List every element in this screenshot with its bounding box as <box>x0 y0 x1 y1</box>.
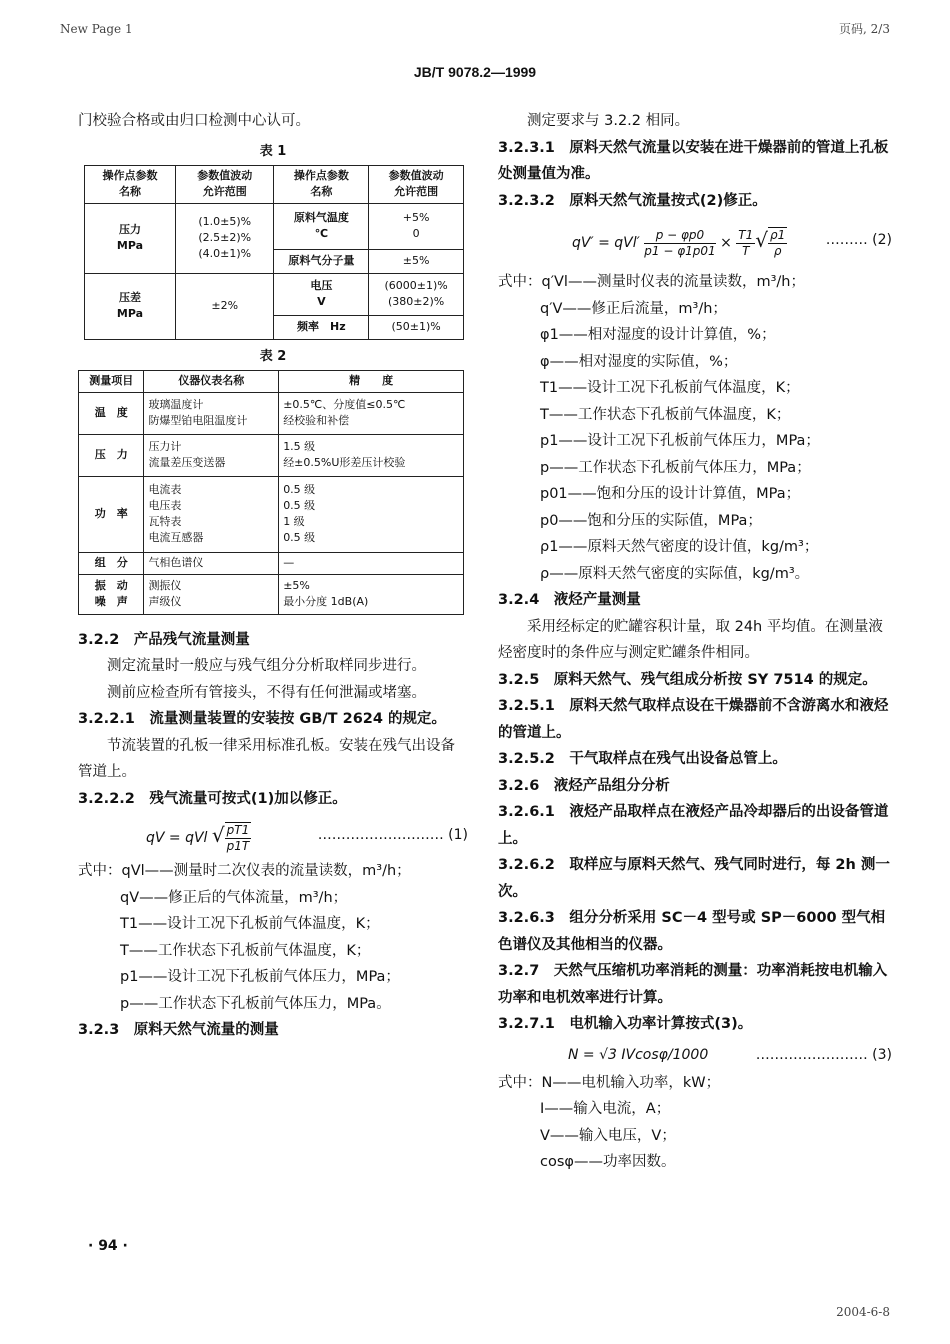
table-cell: 电流表 电压表 瓦特表 电流互感器 <box>144 476 279 552</box>
denominator: p1T <box>226 839 250 853</box>
table-cell: ±5% <box>369 249 464 273</box>
table-cell: 压差 MPa <box>85 273 176 339</box>
table-header: 仪器仪表名称 <box>144 370 279 392</box>
definition: V——输入电压，V； <box>540 1127 676 1144</box>
formula-number: ……… (2) <box>825 232 892 248</box>
table-cell: 气相色谱仪 <box>144 552 279 574</box>
footer-date: 2004-6-8 <box>836 1305 890 1319</box>
definition: I——输入电流，A； <box>540 1101 671 1117</box>
table-cell: (50±1)% <box>369 315 464 339</box>
definition: q′V——修正后流量，m³/h； <box>540 300 727 317</box>
formula-2 <box>572 220 892 263</box>
sqrt-icon: √ <box>211 823 225 847</box>
definition: p——工作状态下孔板前气体压力，MPa； <box>540 459 811 476</box>
definition: T1——设计工况下孔板前气体温度，K； <box>540 380 800 396</box>
fraction <box>736 228 755 259</box>
definition: 式中：q′Vl——测量时仪表的流量读数，m³/h； <box>498 274 805 290</box>
formula-3 <box>568 1040 892 1070</box>
paragraph: 测前应检查所有管接头，不得有任何泄漏或堵塞。 <box>107 684 426 701</box>
page-title: New Page 1 <box>60 22 133 36</box>
definition: 式中：qVl——测量时二次仪表的流量读数，m³/h； <box>78 863 411 879</box>
section-heading: 3.2.7 天然气压缩机功率消耗的测量：功率消耗按电机输入功率和电机效率进行计算。 <box>498 963 888 1006</box>
definition: 式中：N——电机输入功率，kW； <box>498 1074 721 1091</box>
fraction <box>644 228 715 259</box>
paragraph: 测定要求与 3.2.2 相同。 <box>527 113 690 129</box>
table-cell: 组 分 <box>79 552 144 574</box>
section-heading: 3.2.6.2 取样应与原料天然气、残气同时进行，每 2h 测一次。 <box>498 857 890 900</box>
table-cell: ±5% 最小分度 1dB(A) <box>279 574 464 614</box>
definition: ρ1——原料天然气密度的设计值，kg/m³； <box>540 539 819 555</box>
section-heading: 3.2.3.2 原料天然气流量按式(2)修正。 <box>498 192 767 209</box>
definition: φ——相对湿度的实际值，%； <box>540 353 738 370</box>
section-heading: 3.2.5.2 干气取样点在残气出设备总管上。 <box>498 751 787 767</box>
section-heading: 3.2.3.1 原料天然气流量以安装在进干燥器前的管道上孔板处测量值为准。 <box>498 139 889 182</box>
definition: p1——设计工况下孔板前气体压力，MPa； <box>540 433 820 449</box>
section-heading: 3.2.2.1 流量测量装置的安装按 GB/T 2624 的规定。 <box>78 711 447 727</box>
section-heading: 3.2.6.1 液烃产品取样点在液烃产品冷却器后的出设备管道上。 <box>498 804 889 847</box>
table-title: 表 1 <box>259 143 287 159</box>
formula-lhs: qV′ = qVl′ <box>572 235 640 251</box>
table-cell: 电压 V <box>274 273 369 315</box>
table-1 <box>84 165 464 340</box>
table-2 <box>78 370 464 615</box>
paragraph: 测定流量时一般应与残气组分分析取样同步进行。 <box>107 658 426 674</box>
formula-lhs: qV = qVl <box>146 830 208 846</box>
section-heading: 3.2.4 液烃产量测量 <box>498 592 641 608</box>
formula-number: …………………… (3) <box>755 1046 892 1063</box>
fraction <box>225 822 252 854</box>
table-cell: (6000±1)% (380±2)% <box>369 273 464 315</box>
table-header: 测量项目 <box>79 370 144 392</box>
browser-header <box>0 0 950 40</box>
definition: qV——修正后的气体流量，m³/h； <box>120 889 348 906</box>
table-cell: 测振仪 声级仪 <box>144 574 279 614</box>
section-heading: 3.2.2 产品残气流量测量 <box>78 631 250 648</box>
definition: p——工作状态下孔板前气体压力，MPa。 <box>120 995 391 1012</box>
section-heading: 3.2.6 液烃产品组分分析 <box>498 777 670 794</box>
table-cell: ±2% <box>175 273 274 339</box>
table-cell: 1.5 级 经±0.5%U形差压计校验 <box>279 434 464 476</box>
table-title: 表 2 <box>259 348 287 364</box>
section-heading: 3.2.7.1 电机输入功率计算按式(3)。 <box>498 1016 753 1032</box>
page-counter: 页码, 2/3 <box>839 22 890 36</box>
table-header: 操作点参数 名称 <box>85 165 176 203</box>
definition: p1——设计工况下孔板前气体压力，MPa； <box>120 969 400 985</box>
table-cell: 振 动 噪 声 <box>79 574 144 614</box>
symbol-definitions <box>498 1070 892 1176</box>
formula-number: ……………………… (1) <box>317 827 468 843</box>
definition: ρ——原料天然气密度的实际值，kg/m³。 <box>540 565 810 582</box>
section-heading: 3.2.3 原料天然气流量的测量 <box>78 1022 279 1038</box>
numerator: T1 <box>738 227 754 242</box>
sqrt-icon: √ <box>755 228 768 252</box>
formula-expression: N = √3 IVcosφ/1000 <box>568 1046 709 1063</box>
definition: T——工作状态下孔板前气体温度，K； <box>120 942 371 959</box>
denominator: p1 − φ1p01 <box>644 243 716 258</box>
section-heading: 3.2.5.1 原料天然气取样点设在干燥器前不含游离水和液烃的管道上。 <box>498 698 889 741</box>
table-cell: 压力计 流量差压变送器 <box>144 434 279 476</box>
table-cell: 玻璃温度计 防爆型铂电阻温度计 <box>144 392 279 434</box>
table-cell: 温 度 <box>79 392 144 434</box>
symbol-definitions <box>78 858 468 1017</box>
table-header: 操作点参数 名称 <box>274 165 369 203</box>
paragraph: 门校验合格或由归口检测中心认可。 <box>78 113 310 129</box>
definition: T——工作状态下孔板前气体温度，K； <box>540 406 791 423</box>
symbol-definitions <box>498 269 892 587</box>
table-cell: 压力 MPa <box>85 203 176 273</box>
times-icon: × <box>720 235 732 251</box>
section-heading: 3.2.6.3 组分分析采用 SC－4 型号或 SP－6000 型气相色谱仪及其他相当的仪器。 <box>498 910 886 953</box>
left-column <box>78 108 468 1044</box>
paragraph: 采用经标定的贮罐容积计量，取 24h 平均值。在测量液烃密度时的条件应与测定贮罐条件相同。 <box>498 618 883 661</box>
paragraph: 节流装置的孔板一律采用标准孔板。安装在残气出设备管道上。 <box>78 737 455 780</box>
section-heading: 3.2.2.2 残气流量可按式(1)加以修正。 <box>78 790 347 807</box>
formula-1 <box>146 820 468 854</box>
numerator: pT1 <box>226 823 250 837</box>
definition: p01——饱和分压的设计计算值，MPa； <box>540 486 801 502</box>
denominator: T <box>742 243 750 258</box>
table-header: 精 度 <box>279 370 464 392</box>
table-cell: — <box>279 552 464 574</box>
page-number: · 94 · <box>88 1238 128 1254</box>
fraction <box>768 227 787 259</box>
denominator: ρ <box>773 244 782 258</box>
table-cell: +5% 0 <box>369 203 464 249</box>
table-cell: 压 力 <box>79 434 144 476</box>
definition: φ1——相对湿度的设计计算值，%； <box>540 327 776 343</box>
table-cell: 原料气分子量 <box>274 249 369 273</box>
standard-code: JB/T 9078.2—1999 <box>413 64 537 80</box>
section-heading: 3.2.5 原料天然气、残气组成分析按 SY 7514 的规定。 <box>498 671 877 688</box>
table-cell: (1.0±5)% (2.5±2)% (4.0±1)% <box>175 203 274 273</box>
table-header: 参数值波动 允许范围 <box>369 165 464 203</box>
definition: p0——饱和分压的实际值，MPa； <box>540 512 762 529</box>
table-cell: 原料气温度 ℃ <box>274 203 369 249</box>
definition: T1——设计工况下孔板前气体温度，K； <box>120 916 380 932</box>
table-cell: ±0.5℃、分度值≤0.5℃ 经校验和补偿 <box>279 392 464 434</box>
right-column <box>498 108 892 1176</box>
table-cell: 0.5 级 0.5 级 1 级 0.5 级 <box>279 476 464 552</box>
numerator: ρ1 <box>770 228 786 242</box>
numerator: p − φp0 <box>644 228 715 244</box>
table-cell: 频率 Hz <box>274 315 369 339</box>
definition: cosφ——功率因数。 <box>540 1154 676 1170</box>
table-header: 参数值波动 允许范围 <box>175 165 274 203</box>
table-cell: 功 率 <box>79 476 144 552</box>
